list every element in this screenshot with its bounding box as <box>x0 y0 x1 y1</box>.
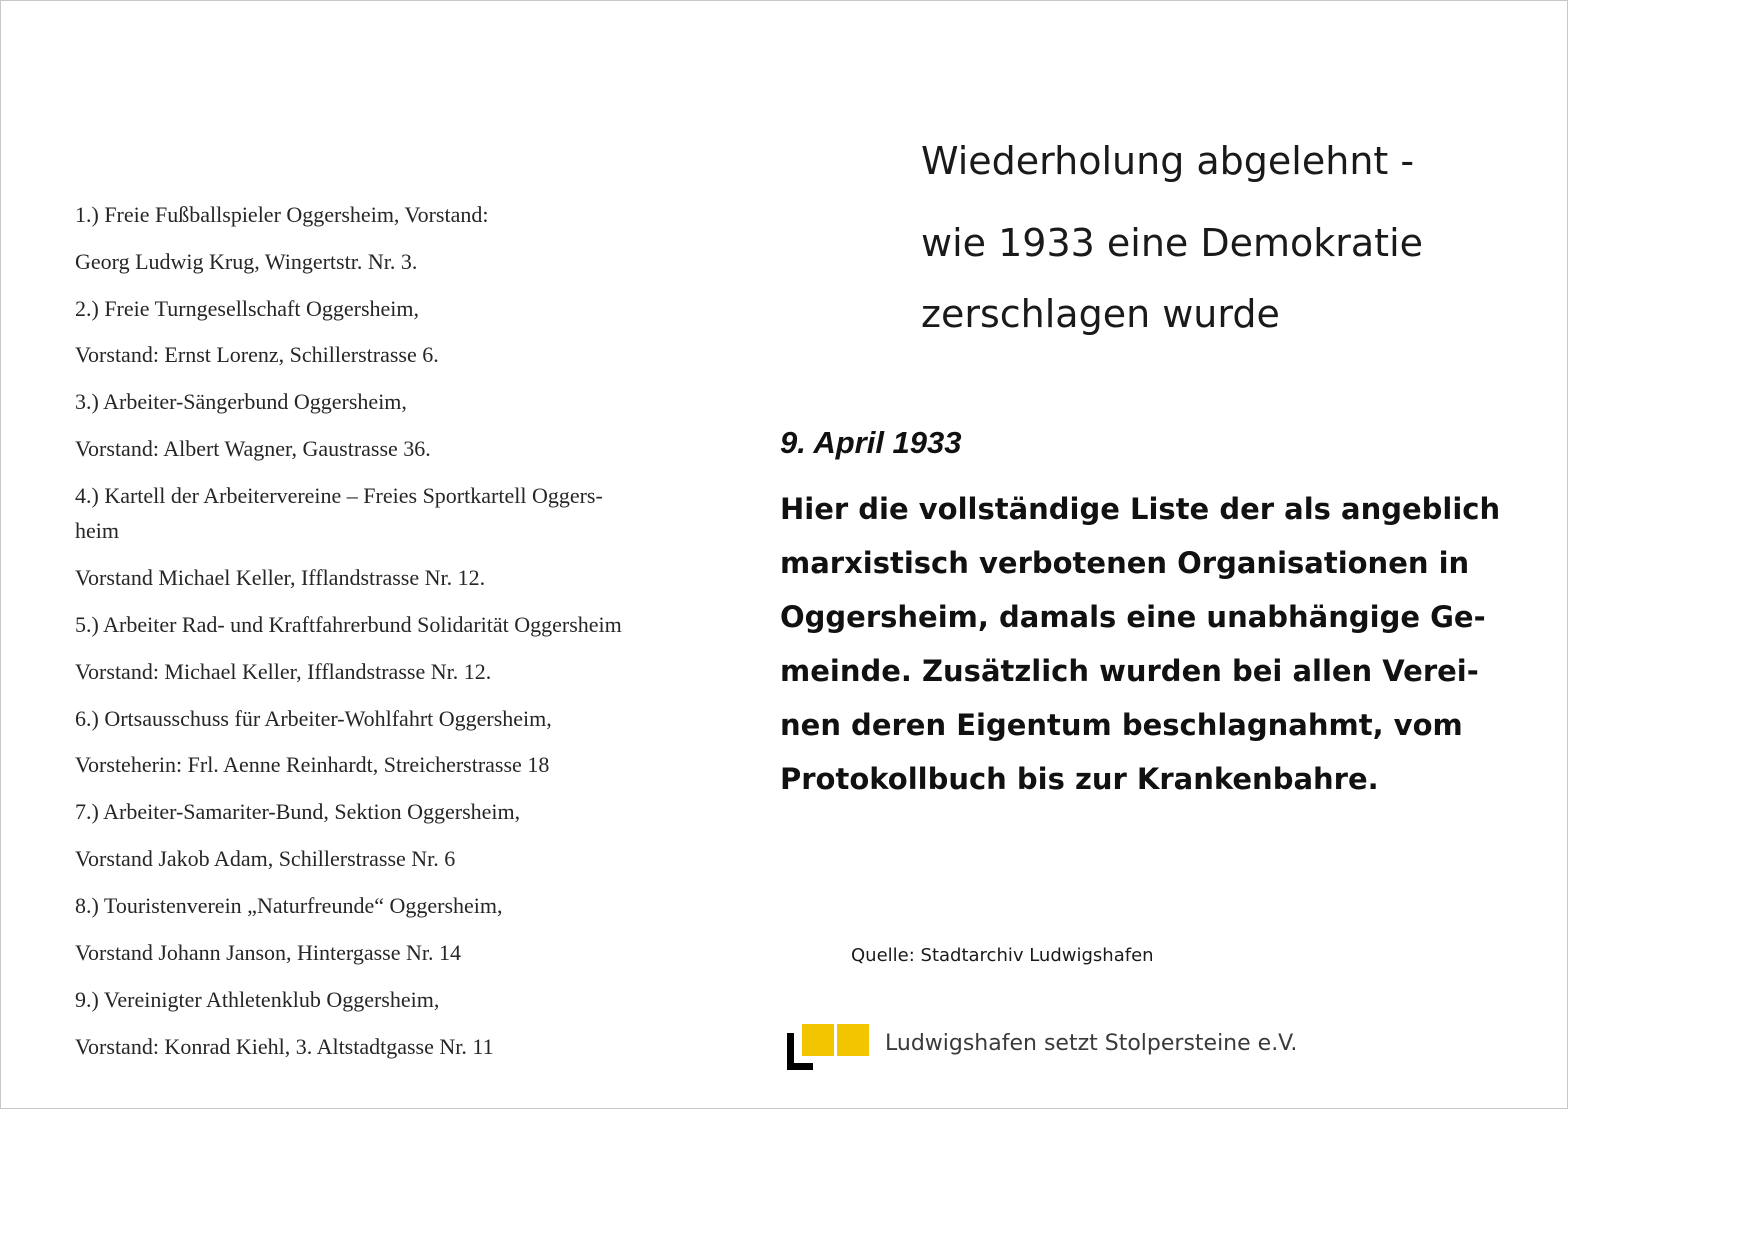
list-line: Vorstand: Albert Wagner, Gaustrasse 36. <box>75 436 431 461</box>
list-line: 2.) Freie Turngesellschaft Oggersheim, <box>75 296 419 321</box>
list-line: 3.) Arbeiter-Sängerbund Oggersheim, <box>75 389 407 414</box>
heading-line: Wiederholung abgelehnt - <box>921 139 1415 183</box>
logo-yellow-square-left <box>802 1024 834 1056</box>
body-line: marxistisch verbotenen Organisationen in <box>780 546 1470 580</box>
list-line: Vorstand Johann Janson, Hintergasse Nr. 14 <box>75 940 461 965</box>
list-line: 4.) Kartell der Arbeitervereine – Freies Sportkartell Oggers- <box>75 483 603 508</box>
list-line: 8.) Touristenverein „Naturfreunde“ Oggersheim, <box>75 893 503 918</box>
list-line: Vorstand: Michael Keller, Ifflandstrasse Nr. 12. <box>75 659 492 684</box>
list-line: heim <box>75 518 119 543</box>
body-line: meinde. Zusätzlich wurden bei allen Verei- <box>780 654 1479 688</box>
list-line: 9.) Vereinigter Athletenklub Oggersheim, <box>75 987 440 1012</box>
body-line: Hier die vollständige Liste der als angeblich <box>780 492 1501 526</box>
heading-line: zerschlagen wurde <box>921 292 1280 336</box>
date-heading: 9. April 1933 <box>780 425 962 460</box>
list-line: Vorstand Jakob Adam, Schillerstrasse Nr. 6 <box>75 846 456 871</box>
heading-line: wie 1933 eine Demokratie <box>921 221 1424 265</box>
organization-name: Ludwigshafen setzt Stolpersteine e.V. <box>885 1031 1298 1056</box>
list-line: Vorstand: Ernst Lorenz, Schillerstrasse 6. <box>75 342 439 367</box>
source-citation: Quelle: Stadtarchiv Ludwigshafen <box>851 945 1154 966</box>
stolpersteine-logo <box>786 1023 870 1071</box>
list-line: 1.) Freie Fußballspieler Oggersheim, Vorstand: <box>75 202 489 227</box>
list-line: Georg Ludwig Krug, Wingertstr. Nr. 3. <box>75 249 418 274</box>
list-line: Vorstand: Konrad Kiehl, 3. Altstadtgasse Nr. 11 <box>75 1034 494 1059</box>
list-line: Vorsteherin: Frl. Aenne Reinhardt, Streicherstrasse 18 <box>75 752 550 777</box>
list-line: 7.) Arbeiter-Samariter-Bund, Sektion Oggersheim, <box>75 799 521 824</box>
list-line: 6.) Ortsausschuss für Arbeiter-Wohlfahrt Oggersheim, <box>75 706 552 731</box>
list-line: 5.) Arbeiter Rad- und Kraftfahrerbund Solidarität Oggersheim <box>75 612 622 637</box>
logo-yellow-square-right <box>837 1024 869 1056</box>
list-line: Vorstand Michael Keller, Ifflandstrasse Nr. 12. <box>75 565 486 590</box>
logo-black-l-horizontal <box>787 1063 813 1070</box>
body-line: nen deren Eigentum beschlagnahmt, vom <box>780 708 1463 742</box>
body-line: Protokollbuch bis zur Krankenbahre. <box>780 762 1379 796</box>
body-line: Oggersheim, damals eine unabhängige Ge- <box>780 600 1486 634</box>
